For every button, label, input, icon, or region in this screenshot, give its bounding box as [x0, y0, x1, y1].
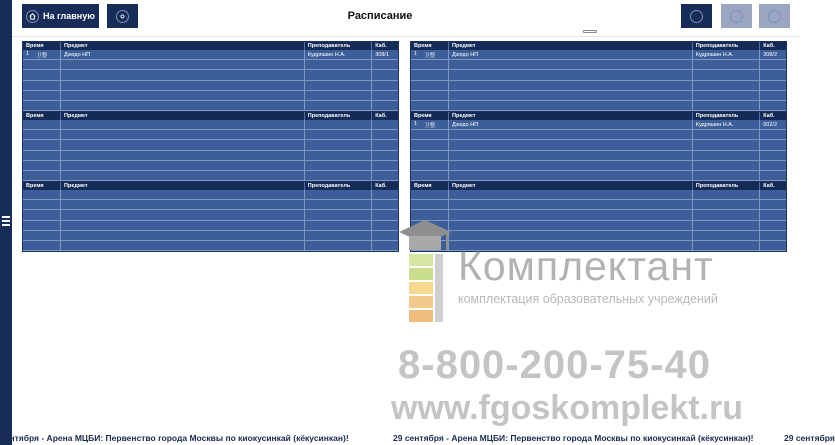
- cell-teacher: Кудряшин Н.А.: [304, 50, 372, 60]
- action-button-1[interactable]: [681, 4, 712, 28]
- cell-room: [760, 150, 786, 160]
- cell-time: [411, 240, 449, 250]
- action-icon: [690, 10, 703, 23]
- table-row: [411, 70, 786, 80]
- header-teacher: Преподаватель: [692, 42, 760, 50]
- header-subject: Предмет: [449, 112, 693, 120]
- cell-room: 502/2: [760, 120, 786, 130]
- cell-time: [411, 50, 449, 60]
- cell-subject: [449, 70, 693, 80]
- table-row: [23, 60, 398, 70]
- cell-room: [372, 60, 398, 70]
- cell-room: [760, 100, 786, 110]
- schedule-panel: [410, 111, 787, 182]
- header-room: Каб.: [760, 112, 786, 120]
- cell-teacher: [692, 90, 760, 100]
- table-row: [411, 130, 786, 140]
- header-subject: Предмет: [449, 182, 693, 190]
- cell-teacher: [304, 190, 372, 200]
- table-row: [411, 200, 786, 210]
- cell-room: [372, 170, 398, 180]
- cell-teacher: [304, 150, 372, 160]
- cell-room: [372, 240, 398, 250]
- cell-teacher: [304, 240, 372, 250]
- cell-subject: [449, 100, 693, 110]
- schedule-panel: [410, 181, 787, 252]
- table-row: [411, 100, 786, 110]
- cell-subject: [61, 80, 305, 90]
- home-button-label: На главную: [43, 11, 95, 21]
- cell-subject: [449, 230, 693, 240]
- cell-teacher: [304, 130, 372, 140]
- cell-room: [372, 150, 398, 160]
- action-icon: [730, 10, 743, 23]
- cell-time: [411, 60, 449, 70]
- watermark-phone: 8-800-200-75-40: [398, 343, 711, 387]
- header-teacher: Преподаватель: [692, 112, 760, 120]
- divider: [12, 36, 800, 37]
- table-row: [23, 220, 398, 230]
- cell-subject: [449, 150, 693, 160]
- cell-time: [411, 210, 449, 220]
- cell-time: [23, 170, 61, 180]
- cell-teacher: [304, 90, 372, 100]
- cell-teacher: [692, 210, 760, 220]
- cell-time: [23, 130, 61, 140]
- cell-room: 308/2: [760, 50, 786, 60]
- cell-time: [23, 160, 61, 170]
- cell-time: [23, 120, 61, 130]
- header-room: Каб.: [372, 112, 398, 120]
- header-room: Каб.: [372, 42, 398, 50]
- header-subject: Предмет: [61, 182, 305, 190]
- cell-room: 308/1: [372, 50, 398, 60]
- home-button[interactable]: [22, 4, 99, 28]
- cell-time-value: 卫整: [424, 52, 436, 59]
- cell-room: [760, 90, 786, 100]
- table-row: [23, 170, 398, 180]
- header-time: Время: [411, 42, 449, 50]
- cell-teacher: [304, 100, 372, 110]
- cell-subject: [61, 90, 305, 100]
- cell-time-value: 卫整: [36, 52, 48, 59]
- cell-number: 1: [414, 50, 418, 57]
- cell-subject: Дзюдо НП: [61, 50, 305, 60]
- cell-subject: [449, 80, 693, 90]
- header-teacher: Преподаватель: [304, 112, 372, 120]
- table-row: [411, 150, 786, 160]
- header-teacher: Преподаватель: [304, 182, 372, 190]
- cell-time: [411, 160, 449, 170]
- cell-subject: [61, 220, 305, 230]
- cell-room: [760, 200, 786, 210]
- ticker-item: 29 сентября: [784, 433, 835, 443]
- cell-time: [411, 80, 449, 90]
- cell-subject: [449, 140, 693, 150]
- cell-teacher: [304, 160, 372, 170]
- table-row: [23, 100, 398, 110]
- cell-teacher: [692, 80, 760, 90]
- cell-teacher: [692, 100, 760, 110]
- cell-subject: [61, 230, 305, 240]
- header-room: Каб.: [760, 42, 786, 50]
- table-row: [411, 120, 786, 130]
- cell-time: [411, 130, 449, 140]
- cell-time: [23, 220, 61, 230]
- cell-room: [760, 80, 786, 90]
- cell-subject: [449, 200, 693, 210]
- watermark-site: www.fgoskomplekt.ru: [391, 389, 744, 427]
- table-header-row: [411, 42, 786, 50]
- cell-subject: [449, 90, 693, 100]
- cell-time: [23, 80, 61, 90]
- cell-time: [411, 140, 449, 150]
- cell-subject: [61, 100, 305, 110]
- cell-subject: [61, 120, 305, 130]
- table-row: [411, 80, 786, 90]
- header-time: Время: [411, 112, 449, 120]
- cell-subject: [449, 220, 693, 230]
- cell-time-value: 卫整: [424, 122, 436, 129]
- cell-time: [23, 200, 61, 210]
- cell-room: [760, 60, 786, 70]
- cell-teacher: [304, 60, 372, 70]
- cell-time: [411, 90, 449, 100]
- cell-subject: [449, 190, 693, 200]
- cell-time: [411, 70, 449, 80]
- cell-room: [372, 130, 398, 140]
- cell-room: [372, 210, 398, 220]
- cell-teacher: [692, 230, 760, 240]
- action-icon: [768, 10, 781, 23]
- table-header-row: [23, 112, 398, 120]
- cell-number: 1: [414, 120, 418, 127]
- cell-subject: [61, 60, 305, 70]
- cell-room: [760, 230, 786, 240]
- sidebar: [0, 0, 12, 445]
- cell-subject: [449, 170, 693, 180]
- table-row: [411, 220, 786, 230]
- ticker-item: сентября - Арена МЦБИ: Первенство города Москвы по киокусинкай (кёкусинкан)!: [0, 433, 349, 443]
- cell-time: [411, 220, 449, 230]
- table-row: [411, 50, 786, 60]
- cell-teacher: Кудряшин Н.А.: [692, 120, 760, 130]
- cell-room: [760, 190, 786, 200]
- table-row: [411, 90, 786, 100]
- cell-teacher: [692, 170, 760, 180]
- cell-teacher: [304, 220, 372, 230]
- cell-subject: [61, 130, 305, 140]
- header-time: Время: [411, 182, 449, 190]
- cell-teacher: [304, 140, 372, 150]
- cell-subject: [449, 130, 693, 140]
- table-row: [411, 140, 786, 150]
- cell-room: [760, 210, 786, 220]
- cell-room: [372, 80, 398, 90]
- cell-time: [23, 140, 61, 150]
- table-row: [23, 80, 398, 90]
- header-room: Каб.: [372, 182, 398, 190]
- table-row: [23, 190, 398, 200]
- header-teacher: Преподаватель: [692, 182, 760, 190]
- cell-teacher: [692, 70, 760, 80]
- ticker-item: 29 сентября - Арена МЦБИ: Первенство города Москвы по киокусинкай (кёкусинкан)!: [393, 433, 754, 443]
- cell-subject: [61, 70, 305, 80]
- cell-teacher: [692, 190, 760, 200]
- table-row: [23, 120, 398, 130]
- cell-room: [760, 160, 786, 170]
- cell-teacher: [692, 200, 760, 210]
- table-row: [23, 160, 398, 170]
- header-time: Время: [23, 112, 61, 120]
- cell-time: [23, 210, 61, 220]
- cell-teacher: [692, 160, 760, 170]
- table-row: [23, 210, 398, 220]
- cell-time: [411, 120, 449, 130]
- cell-time: [23, 60, 61, 70]
- table-header-row: [411, 182, 786, 190]
- header-teacher: Преподаватель: [304, 42, 372, 50]
- cell-teacher: [692, 130, 760, 140]
- cell-room: [372, 100, 398, 110]
- table-row: [23, 230, 398, 240]
- table-row: [23, 90, 398, 100]
- schedule-panel: [22, 111, 399, 182]
- header-subject: Предмет: [61, 112, 305, 120]
- cell-time: [411, 170, 449, 180]
- header-subject: Предмет: [61, 42, 305, 50]
- cell-time: [23, 150, 61, 160]
- header-room: Каб.: [760, 182, 786, 190]
- cell-subject: Дзюдо НП: [449, 50, 693, 60]
- cell-teacher: [692, 140, 760, 150]
- news-ticker: [0, 432, 835, 445]
- cell-subject: [61, 210, 305, 220]
- settings-button[interactable]: [107, 4, 138, 28]
- cell-teacher: Кудряшин Н.А.: [692, 50, 760, 60]
- cell-subject: [449, 160, 693, 170]
- table-row: [23, 50, 398, 60]
- table-row: [411, 170, 786, 180]
- cell-room: [372, 90, 398, 100]
- cell-room: [372, 120, 398, 130]
- cell-room: [760, 240, 786, 250]
- cell-room: [760, 140, 786, 150]
- cell-teacher: [304, 70, 372, 80]
- cell-time: [411, 190, 449, 200]
- cell-subject: Дзюдо НП: [449, 120, 693, 130]
- cell-room: [760, 130, 786, 140]
- page-title: Расписание: [347, 10, 413, 22]
- cell-room: [760, 70, 786, 80]
- cell-teacher: [304, 80, 372, 90]
- cell-teacher: [304, 170, 372, 180]
- table-header-row: [23, 182, 398, 190]
- cell-room: [372, 190, 398, 200]
- cell-room: [372, 220, 398, 230]
- table-row: [23, 200, 398, 210]
- cell-teacher: [692, 220, 760, 230]
- home-icon: [26, 10, 39, 23]
- cell-teacher: [304, 230, 372, 240]
- table-row: [411, 230, 786, 240]
- cell-time: [411, 100, 449, 110]
- table-row: [23, 150, 398, 160]
- table-row: [23, 130, 398, 140]
- table-row: [23, 140, 398, 150]
- cell-room: [372, 140, 398, 150]
- cell-subject: [61, 200, 305, 210]
- table-row: [23, 70, 398, 80]
- schedule-panel: [410, 41, 787, 112]
- cell-teacher: [304, 200, 372, 210]
- cell-room: [372, 200, 398, 210]
- cell-room: [760, 220, 786, 230]
- cell-subject: [61, 150, 305, 160]
- cell-number: 1: [26, 50, 30, 57]
- table-header-row: [411, 112, 786, 120]
- schedule-panel: [22, 181, 399, 252]
- cell-room: [760, 170, 786, 180]
- table-row: [23, 240, 398, 250]
- header-time: Время: [23, 182, 61, 190]
- header-subject: Предмет: [449, 42, 693, 50]
- header-time: Время: [23, 42, 61, 50]
- schedule-panel: [22, 41, 399, 112]
- scroll-indicator[interactable]: [583, 30, 597, 33]
- table-row: [411, 160, 786, 170]
- cell-room: [372, 160, 398, 170]
- cell-time: [411, 200, 449, 210]
- table-row: [411, 210, 786, 220]
- cell-time: [23, 240, 61, 250]
- cell-subject: [61, 140, 305, 150]
- cell-time: [23, 100, 61, 110]
- cell-time: [23, 190, 61, 200]
- cell-subject: [61, 170, 305, 180]
- cell-teacher: [692, 60, 760, 70]
- cell-subject: [449, 60, 693, 70]
- cell-time: [23, 70, 61, 80]
- cell-subject: [61, 190, 305, 200]
- cell-teacher: [692, 150, 760, 160]
- cell-time: [23, 50, 61, 60]
- table-header-row: [23, 42, 398, 50]
- cell-room: [372, 70, 398, 80]
- cell-teacher: [304, 120, 372, 130]
- table-row: [411, 190, 786, 200]
- action-button-3[interactable]: [759, 4, 790, 28]
- cell-time: [411, 150, 449, 160]
- cell-time: [23, 90, 61, 100]
- action-button-2[interactable]: [721, 4, 752, 28]
- cell-time: [411, 230, 449, 240]
- menu-icon[interactable]: [2, 216, 10, 226]
- cell-teacher: [304, 210, 372, 220]
- watermark-brand: Комплектант: [458, 243, 714, 289]
- gear-icon: [116, 10, 129, 23]
- cell-subject: [61, 240, 305, 250]
- cell-room: [372, 230, 398, 240]
- cell-subject: [449, 210, 693, 220]
- cell-time: [23, 230, 61, 240]
- watermark-tagline: комплектация образовательных учреждений: [458, 292, 718, 306]
- cell-subject: [61, 160, 305, 170]
- table-row: [411, 60, 786, 70]
